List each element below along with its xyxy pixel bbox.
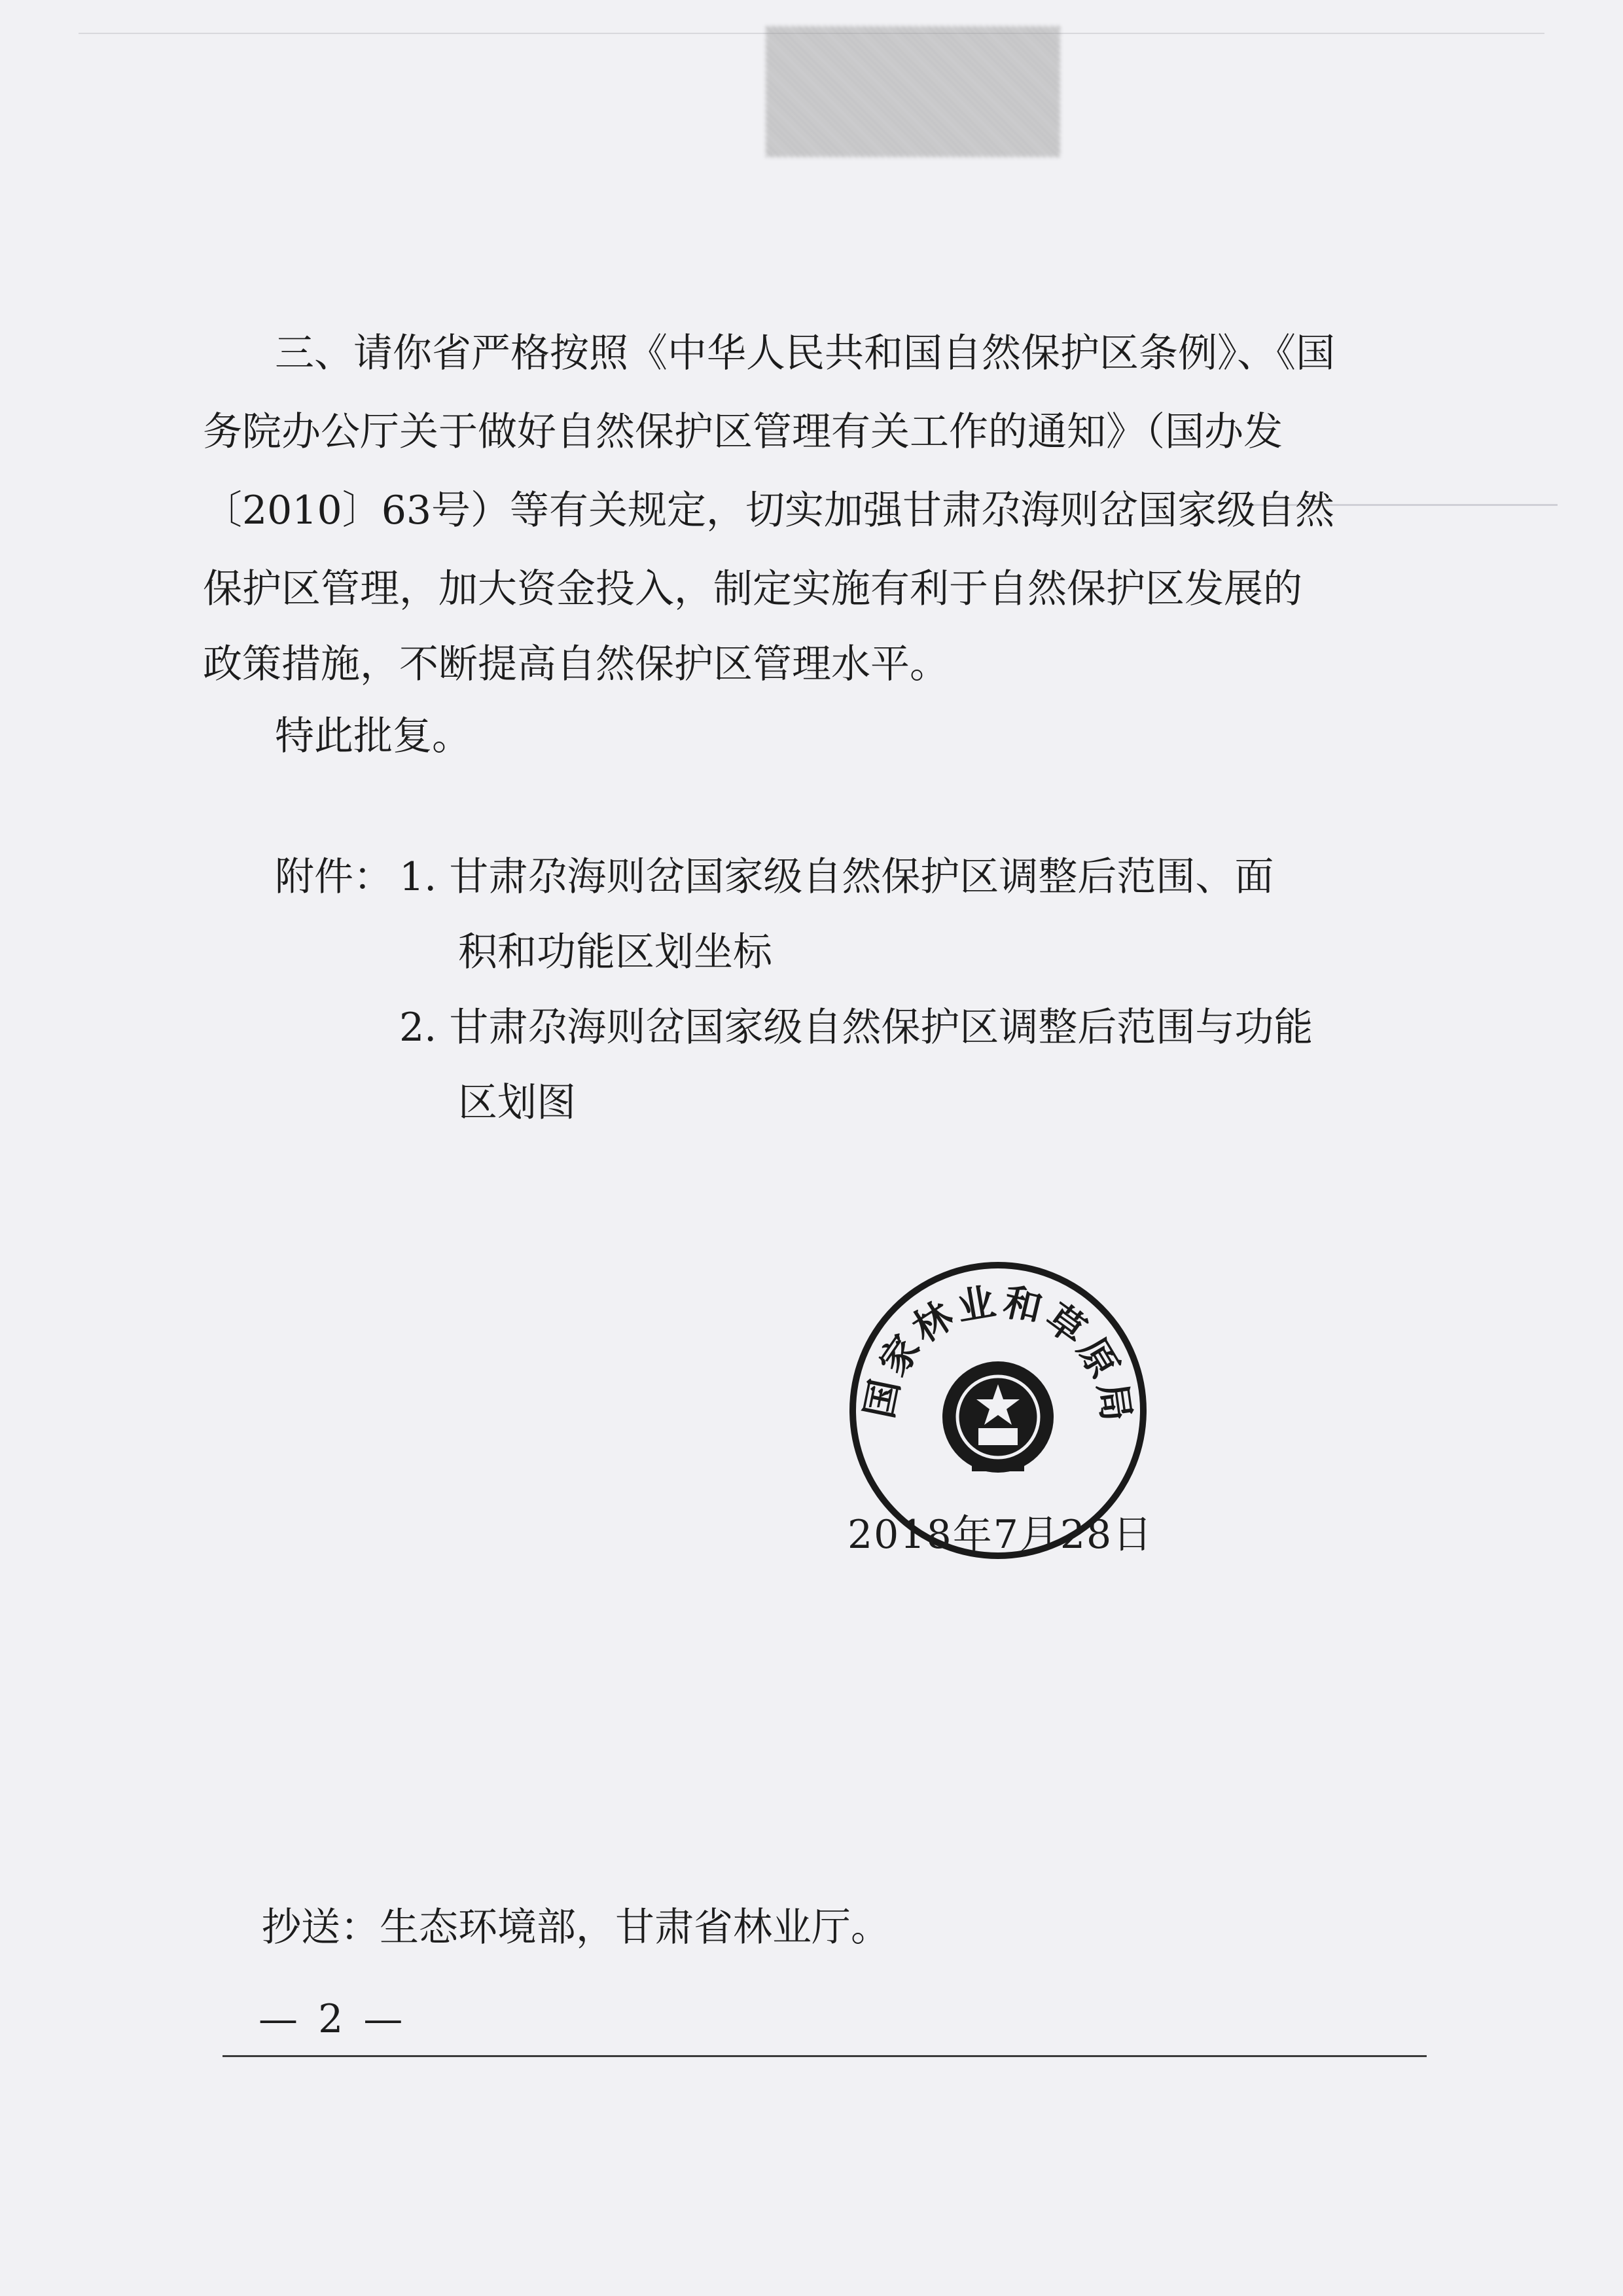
national-emblem-icon [942, 1361, 1054, 1473]
attachment-item-1-cont: 积和功能区划坐标 [458, 929, 772, 975]
paragraph-line: 务院办公厅关于做好自然保护区管理有关工作的通知》（国办发 [203, 409, 1283, 455]
attachment-item-2-cont: 区划图 [458, 1080, 576, 1126]
attachments-label: 附件： [275, 854, 393, 900]
paragraph-line: 三、请你省严格按照《中华人民共和国自然保护区条例》、《国 [275, 331, 1335, 376]
seal-text: 国家林业和草原局 [856, 1278, 1140, 1428]
attachment-item-1: 1. 甘肃尕海则岔国家级自然保护区调整后范围、面 [399, 854, 1274, 900]
paragraph-line: 保护区管理，加大资金投入，制定实施有利于自然保护区发展的 [203, 566, 1302, 612]
page-number: — 2 — [259, 1996, 407, 2042]
attachment-item-2: 2. 甘肃尕海则岔国家级自然保护区调整后范围与功能 [399, 1005, 1313, 1050]
footer-rule [223, 2055, 1427, 2057]
paragraph-line: 〔2010〕63号）等有关规定，切实加强甘肃尕海则岔国家级自然 [203, 488, 1335, 533]
issue-date: 2018年7月28日 [847, 1512, 1154, 1558]
closing-line: 特此批复。 [275, 713, 471, 759]
paragraph-line: 政策措施，不断提高自然保护区管理水平。 [203, 641, 949, 687]
redacted-barcode [766, 26, 1060, 157]
cc-line: 抄送：生态环境部，甘肃省林业厅。 [262, 1905, 890, 1950]
